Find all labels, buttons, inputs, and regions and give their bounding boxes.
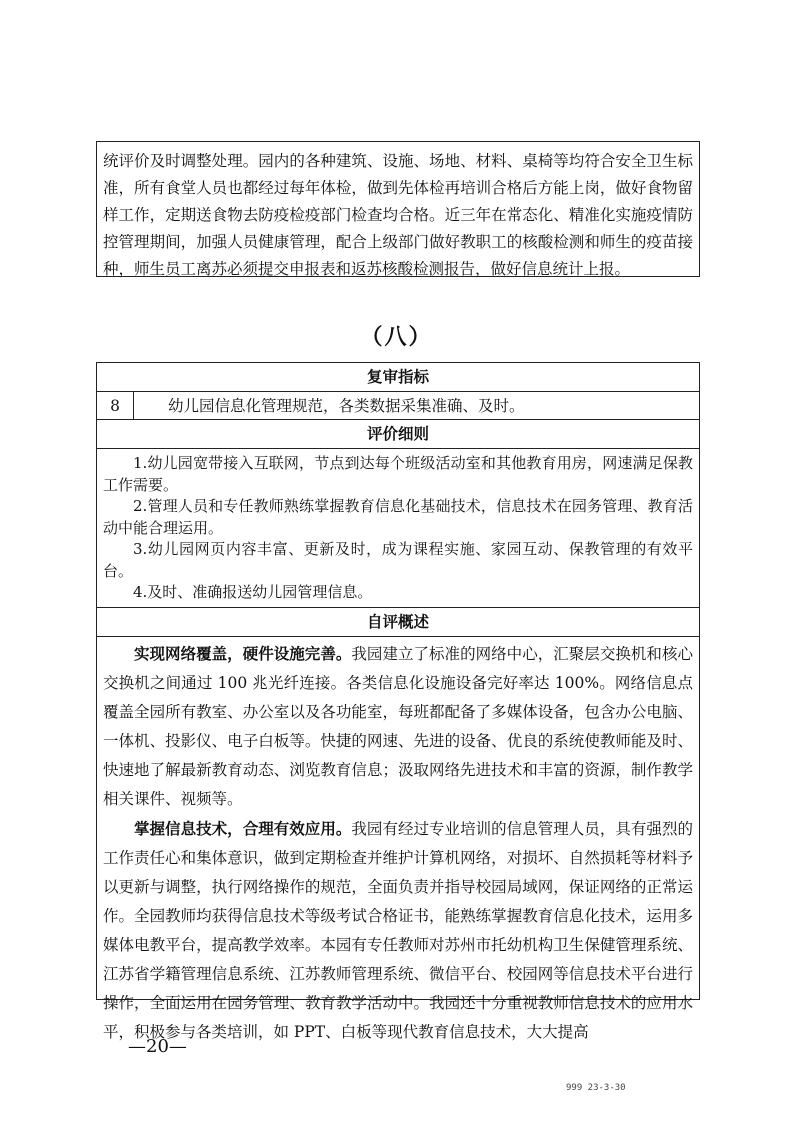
eval-paragraph [103, 814, 693, 1047]
page-number: —20— [128, 1036, 187, 1057]
continued-paragraph: 统评价及时调整处理。园内的各种建筑、设施、场地、材料、桌椅等均符合安全卫生标准，所有食堂人员也都经过每年体检，做到先体检再培训合格后方能上岗，做好食物留样工作，定期送食物去防疫检疫部门检查均合格。近三年在常态化、精准化实施疫情防控管理期间，加强人员健康管理，配合上级部门做好教职工的核酸检测和师生的疫苗接种，师生员工离苏必须提交申报表和返苏核酸检测报告，做好信息统计上报。 [103, 152, 693, 278]
section-title: （八） [360, 324, 433, 350]
detail-item: 3.幼儿园网页内容丰富、更新及时，成为课程实施、家园互动、保教管理的有效平台。 [103, 540, 693, 580]
detail-list [97, 449, 699, 608]
review-table [96, 362, 700, 1041]
detail-item: 1.幼儿园宽带接入互联网，节点到达每个班级活动室和其他教育用房，网速满足保教工作需要。 [103, 454, 693, 494]
indicator-header: 复审指标 [97, 363, 699, 392]
eval-lead: 实现网络覆盖，硬件设施完善。 [134, 643, 352, 663]
eval-lead: 掌握信息技术，合理有效应用。 [134, 818, 352, 838]
continued-text-box [96, 141, 700, 277]
indicator-text: 幼儿园信息化管理规范，各类数据采集准确、及时。 [168, 397, 525, 415]
detail-header: 评价细则 [97, 420, 699, 449]
detail-item: 4.及时、准确报送幼儿园管理信息。 [133, 583, 373, 601]
eval-header: 自评概述 [97, 608, 699, 637]
detail-item: 2.管理人员和专任教师熟练掌握教育信息化基础技术，信息技术在园务管理、教育活动中能合理运用。 [103, 497, 693, 537]
eval-body: 我园建立了标准的网络中心，汇聚层交换机和核心交换机之间通过 100 兆光纤连接。各类信息化设施设备完好率达 100%。网络信息点覆盖全园所有教室、办公室以及各功能室，每班都配备了多媒体设备，包含办公电脑、一体机、投影仪、电子白板等。快捷的网速、先进的设备、优良的系统使教师能及时、快速地了解最新教育动态、浏览教育信息；汲取网络先进技术和丰富的资源，制作教学相关课件、视频等。 [103, 644, 693, 808]
eval-body: 我园有经过专业培训的信息管理人员，具有强烈的工作责任心和集体意识，做到定期检查并维护计算机网络，对损坏、自然损耗等材料予以更新与调整，执行网络操作的规范，全面负责并指导校园局域网，保证网络的正常运作。全园教师均获得信息技术等级考试合格证书，能熟练掌握教育信息化技术，运用多媒体电教平台，提高教学效率。本园有专任教师对苏州市托幼机构卫生保健管理系统、江苏省学籍管理信息系统、江苏教师管理系统、微信平台、校园网等信息技术平台进行操作，全面运用在园务管理、教育教学活动中。我园还十分重视教师信息技术的应用水平，积极参与各类培训，如 PPT、白板等现代教育信息技术，大大提高 [103, 819, 693, 1041]
indicator-row [97, 392, 699, 420]
indicator-number: 8 [97, 392, 134, 419]
eval-content [97, 637, 699, 1047]
eval-paragraph [103, 639, 693, 814]
footer-stamp: 999 23-3-30 [566, 1083, 626, 1093]
